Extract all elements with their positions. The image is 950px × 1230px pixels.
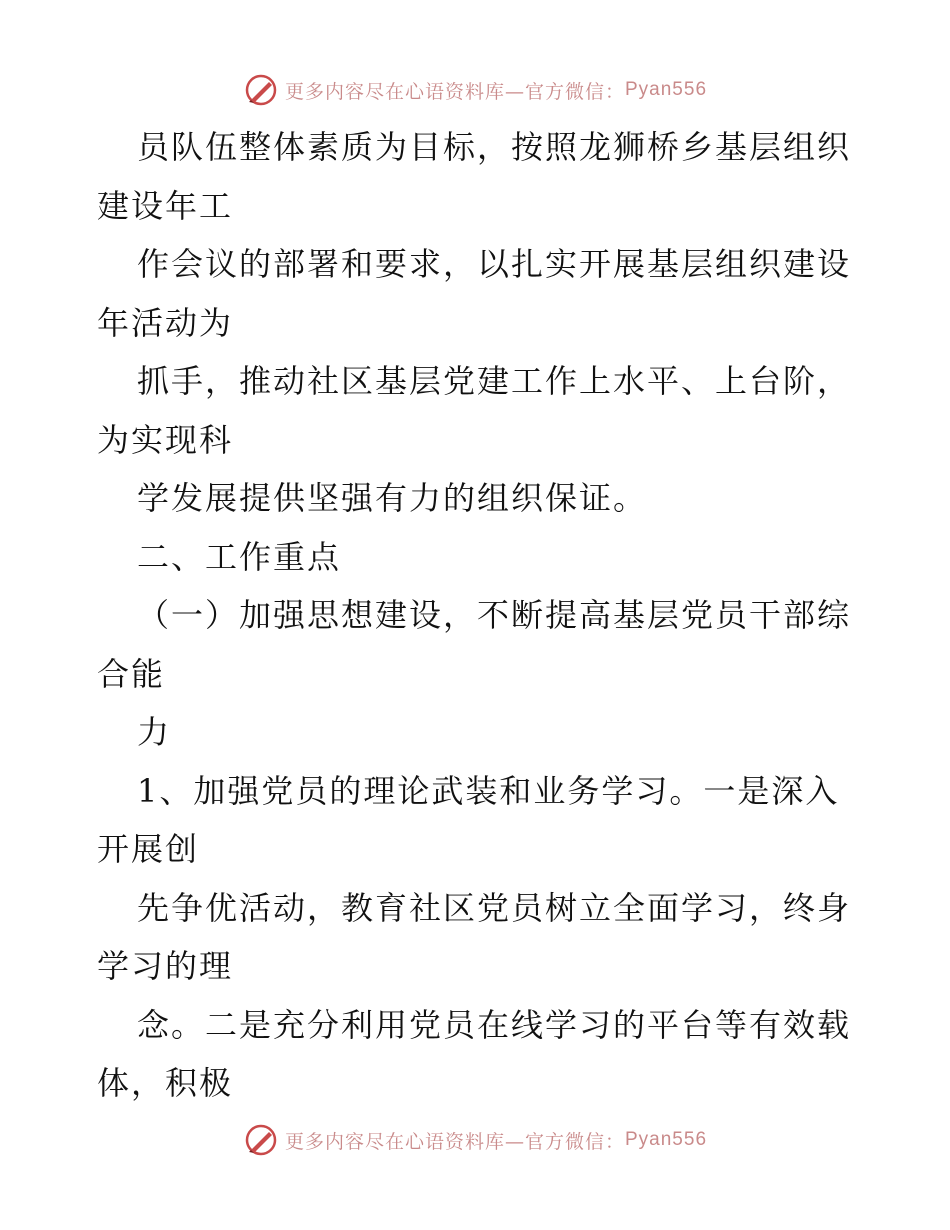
text-line: 建设年工 bbox=[97, 186, 234, 225]
pen-circle-icon bbox=[243, 1122, 279, 1158]
header-watermark bbox=[0, 70, 950, 110]
footer-watermark bbox=[0, 1120, 950, 1160]
header-wechat-id: Pyan556 bbox=[625, 79, 708, 100]
footer-site-label: 更多内容尽在心语资料库—官方微信： bbox=[284, 1130, 625, 1153]
text-line: 学习的理 bbox=[97, 947, 234, 985]
document-body bbox=[97, 118, 857, 1113]
text-line: 开展创 bbox=[97, 830, 200, 868]
text-line: 年活动为 bbox=[97, 303, 234, 342]
text-line: 作会议的部署和要求，以扎实开展基层组织建设 bbox=[137, 245, 852, 283]
text-line: 1、加强党员的理论武装和业务学习。一是深入 bbox=[137, 771, 840, 810]
text-line: 员队伍整体素质为目标，按照龙狮桥乡基层组织 bbox=[137, 128, 852, 166]
text-line: 抓手，推动社区基层党建工作上水平、上台阶， bbox=[137, 362, 852, 400]
text-line: 先争优活动，教育社区党员树立全面学习，终身 bbox=[137, 888, 852, 927]
footer-wechat-id: Pyan556 bbox=[625, 1129, 708, 1150]
text-line: 念。二是充分利用党员在线学习的平台等有效载 bbox=[137, 1005, 852, 1044]
text-line: 力 bbox=[137, 713, 172, 751]
text-line: 二、工作重点 bbox=[137, 537, 342, 576]
text-line: 为实现科 bbox=[97, 420, 234, 459]
text-line: 学发展提供坚强有力的组织保证。 bbox=[137, 479, 648, 517]
header-site-label: 更多内容尽在心语资料库—官方微信： bbox=[284, 80, 625, 103]
text-line: 合能 bbox=[97, 654, 166, 693]
text-line: 体，积极 bbox=[97, 1064, 234, 1102]
pen-circle-icon bbox=[243, 72, 279, 108]
text-line: （一）加强思想建设，不断提高基层党员干部综 bbox=[137, 596, 852, 634]
